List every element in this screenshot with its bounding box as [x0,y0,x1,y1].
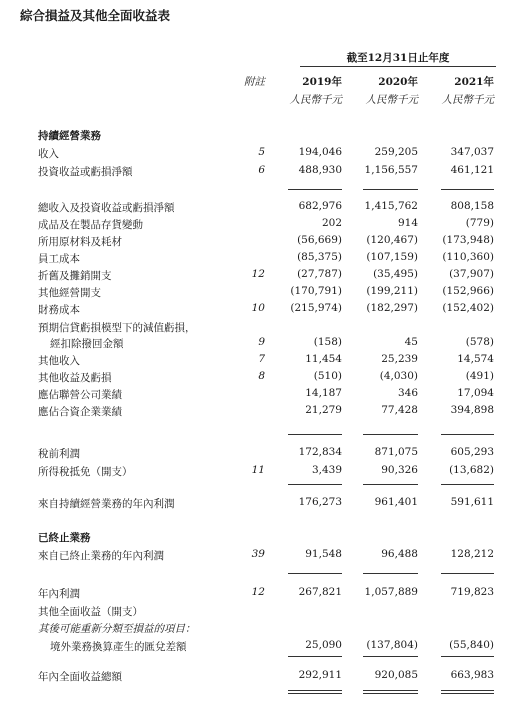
value-2019: (215,974) [290,302,342,314]
table-row [0,268,526,284]
row-label: 經扣除撥回金額 [50,338,124,350]
value-2021: (152,402) [442,302,494,314]
row-label: 已終止業務 [38,532,91,544]
subtotal-rule [363,189,418,190]
subtotal-rule [441,189,494,190]
value-2019: 194,046 [298,146,342,158]
value-2019: 682,976 [298,200,342,212]
value-2021: 719,823 [450,586,494,598]
value-2019: 3,439 [311,464,342,476]
row-note: 5 [258,146,265,158]
total-double-rule [288,690,342,694]
row-label: 年內利潤 [38,588,80,600]
row-label: 所得稅抵免（開支） [38,466,133,478]
value-2020: (199,211) [366,285,418,297]
value-2019: 91,548 [305,548,342,560]
value-2020: 871,075 [374,446,418,458]
value-2021: (13,682) [449,464,494,476]
subtotal-rule [441,484,494,485]
value-2021: (173,948) [442,234,494,246]
row-label: 年內全面收益總額 [38,671,122,683]
value-2020: 25,239 [381,353,418,365]
total-double-rule [363,690,418,694]
row-label: 境外業務換算產生的匯兌差額 [50,641,187,653]
row-label: 應佔合資企業業績 [38,406,122,418]
table-row [0,336,526,352]
value-2020: (137,804) [366,639,418,651]
period-heading: 截至12月31日止年度 [346,52,450,64]
table-row [0,234,526,250]
row-label: 其他經營開支 [38,287,101,299]
subtotal-rule [363,573,418,574]
row-label: 投資收益或虧損淨額 [38,166,133,178]
value-2020: 96,488 [381,548,418,560]
value-2019: 488,930 [298,164,342,176]
value-2019: 202 [321,217,342,229]
value-2020: (107,159) [366,251,418,263]
row-label: 應佔聯營公司業績 [38,389,122,401]
row-note: 10 [251,302,265,314]
value-2021: 394,898 [450,404,494,416]
row-label: 來自持續經營業務的年內利潤 [38,498,175,510]
subtotal-rule [288,573,342,574]
subtotal-rule [441,434,494,435]
row-note: 7 [258,353,265,365]
subtotal-rule [363,434,418,435]
table-row [0,586,526,602]
row-label: 財務成本 [38,304,80,316]
value-2021: (491) [465,370,494,382]
value-2019: 176,273 [298,496,342,508]
table-row [0,496,526,512]
value-2021: (37,907) [449,268,494,280]
row-label: 其後可能重新分類至損益的項目： [38,623,196,635]
row-label: 來自已終止業務的年內利潤 [38,550,164,562]
row-label: 員工成本 [38,253,80,265]
row-label: 折舊及攤銷開支 [38,270,112,282]
value-2019: 172,834 [298,446,342,458]
value-2021: (578) [465,336,494,348]
value-2019: 11,454 [305,353,342,365]
unit-header-2019: 人民幣千元 [289,94,342,106]
table-row [0,320,526,336]
table-row [0,285,526,301]
value-2021: 461,121 [450,164,494,176]
table-row [0,146,526,162]
subtotal-rule [363,656,418,657]
value-2020: 346 [397,387,418,399]
table-row [0,370,526,386]
value-2021: (55,840) [449,639,494,651]
value-2020: (4,030) [379,370,418,382]
table-row [0,669,526,685]
row-label: 其他收益及虧損 [38,372,112,384]
row-note: 12 [251,268,265,280]
unit-header-2020: 人民幣千元 [365,94,418,106]
row-label: 總收入及投資收益或虧損淨額 [38,202,175,214]
value-2020: (120,467) [366,234,418,246]
value-2021: 17,094 [457,387,494,399]
table-row [0,604,526,620]
value-2020: 961,401 [374,496,418,508]
value-2020: 45 [404,336,418,348]
table-row [0,404,526,420]
row-note: 39 [251,548,265,560]
table-row [0,200,526,216]
value-2020: 1,415,762 [364,200,418,212]
value-2021: (779) [465,217,494,229]
table-row [0,446,526,462]
value-2019: (158) [313,336,342,348]
subtotal-rule [441,573,494,574]
value-2021: (110,360) [442,251,494,263]
subtotal-rule [288,189,342,190]
table-row [0,302,526,318]
statement-title: 綜合損益及其他全面收益表 [20,8,171,23]
subtotal-rule [441,656,494,657]
value-2019: (170,791) [290,285,342,297]
value-2019: (56,669) [297,234,342,246]
value-2019: 25,090 [305,639,342,651]
value-2021: 663,983 [450,669,494,681]
value-2021: 128,212 [450,548,494,560]
row-note: 12 [251,586,265,598]
total-double-rule [441,690,494,694]
value-2020: (182,297) [366,302,418,314]
value-2019: 21,279 [305,404,342,416]
subtotal-rule [363,484,418,485]
value-2019: (27,787) [297,268,342,280]
value-2021: (152,966) [442,285,494,297]
subtotal-rule [288,484,342,485]
value-2020: 90,326 [381,464,418,476]
value-2019: 267,821 [298,586,342,598]
table-row [0,530,526,546]
table-row [0,548,526,564]
table-row [0,464,526,480]
value-2019: 292,911 [298,669,342,681]
row-note: 6 [258,164,265,176]
value-2019: (85,375) [297,251,342,263]
subtotal-rule [288,656,342,657]
value-2021: 14,574 [457,353,494,365]
value-2021: 808,158 [450,200,494,212]
table-row [0,164,526,180]
row-note: 9 [258,336,265,348]
value-2020: 1,156,557 [364,164,418,176]
table-row [0,387,526,403]
row-note: 8 [258,370,265,382]
row-note: 11 [251,464,265,476]
table-row [0,639,526,655]
row-label: 持續經營業務 [38,130,101,142]
value-2020: 259,205 [374,146,418,158]
row-label: 收入 [38,148,59,160]
table-row [0,251,526,267]
value-2020: 77,428 [381,404,418,416]
table-row [0,353,526,369]
row-label: 其他收入 [38,355,80,367]
row-label: 預期信貸虧損模型下的減值虧損， [38,322,196,334]
value-2019: 14,187 [305,387,342,399]
value-2020: 920,085 [374,669,418,681]
value-2019: (510) [313,370,342,382]
value-2021: 605,293 [450,446,494,458]
subtotal-rule [288,434,342,435]
period-underline [300,66,496,67]
year-header-2019: 2019年 [302,76,342,88]
row-label: 成品及在製品存貨變動 [38,219,143,231]
row-label: 其他全面收益（開支） [38,606,143,618]
unit-header-2021: 人民幣千元 [441,94,494,106]
table-row [0,128,526,144]
value-2020: 914 [397,217,418,229]
year-header-2021: 2021年 [454,76,494,88]
row-label: 稅前利潤 [38,448,80,460]
table-row [0,621,526,637]
value-2020: (35,495) [373,268,418,280]
year-header-2020: 2020年 [378,76,418,88]
value-2021: 591,611 [450,496,494,508]
value-2021: 347,037 [450,146,494,158]
value-2020: 1,057,889 [364,586,418,598]
row-label: 所用原材料及耗材 [38,236,122,248]
note-column-header: 附註 [244,76,265,88]
table-row [0,217,526,233]
